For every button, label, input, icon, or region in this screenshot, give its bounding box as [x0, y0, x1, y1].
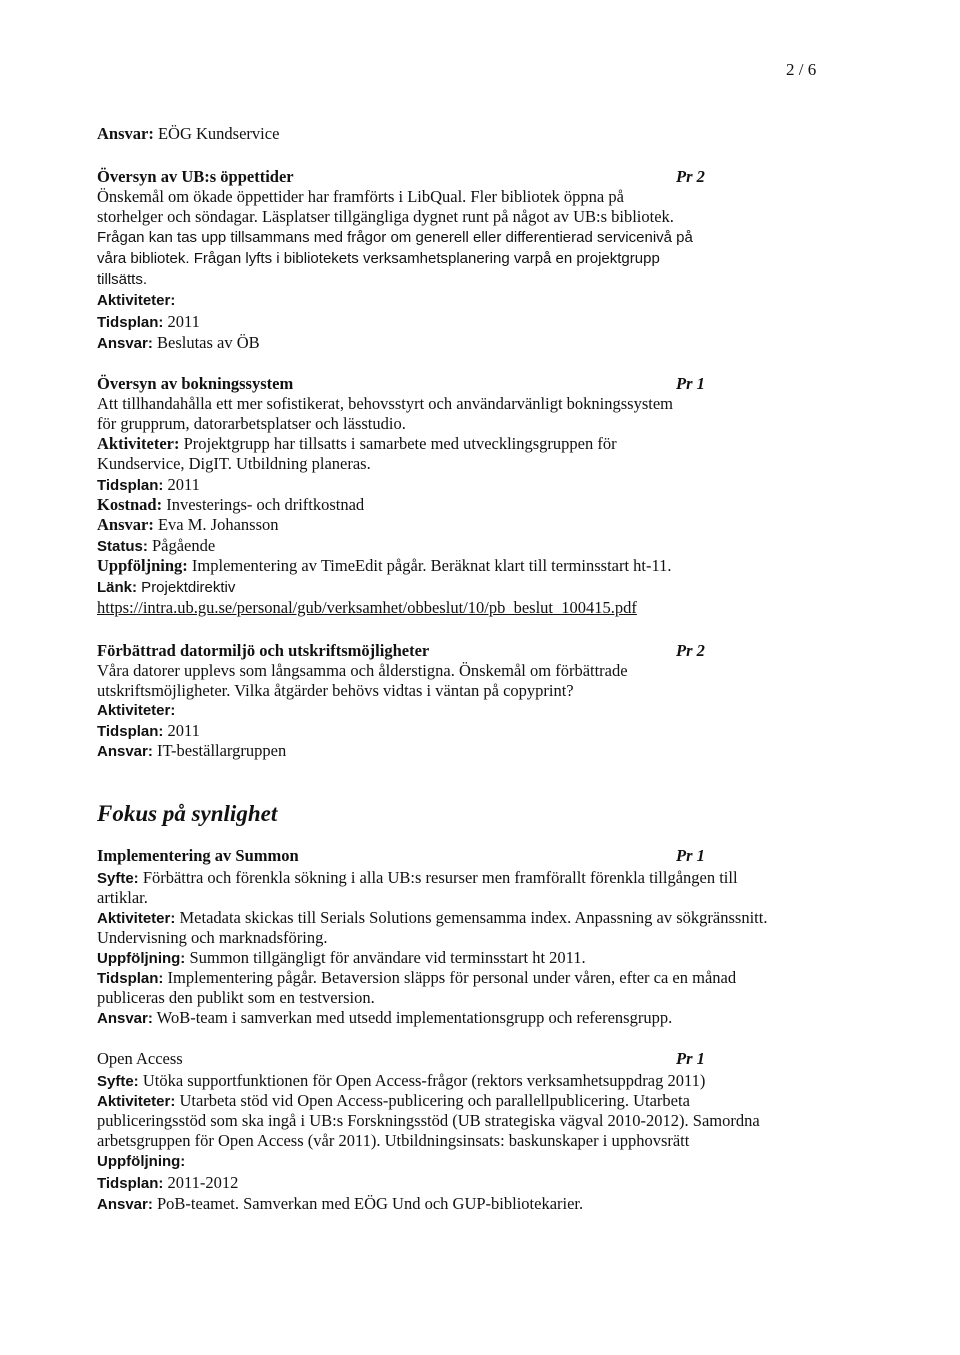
page-number: 2 / 6: [786, 60, 817, 79]
fokus-heading: Fokus på synlighet: [97, 801, 278, 826]
s2-lank: Länk: Projektdirektiv: [97, 579, 236, 596]
s2-priority: Pr 1: [676, 374, 705, 393]
s1-line-2: storhelger och söndagar. Läsplatser tillgängliga dygnet runt på något av UB:s bibliotek.: [97, 207, 674, 226]
s5-uppfoljning-label: Uppföljning:: [97, 1153, 186, 1170]
s2-aktiviteter-cont: Kundservice, DigIT. Utbildning planeras.: [97, 454, 371, 473]
s2-status: Status: Pågående: [97, 536, 216, 555]
s4-ansvar: Ansvar: WoB-team i samverkan med utsedd implementationsgrupp och referensgrupp.: [97, 1008, 673, 1027]
s1-priority: Pr 2: [676, 167, 705, 186]
s2-aktiviteter: Aktiviteter: Projektgrupp har tillsatts i samarbete med utvecklingsgruppen för: [97, 434, 617, 453]
ansvar-value: EÖG Kundservice: [153, 124, 280, 143]
s1-title: Översyn av UB:s öppettider: [97, 167, 294, 186]
projektdirektiv-link[interactable]: https://intra.ub.gu.se/personal/gub/verksamhet/obbeslut/10/pb_beslut_100415.pdf: [97, 598, 637, 617]
s2-title: Översyn av bokningssystem: [97, 374, 294, 393]
s2-kostnad: Kostnad: Investerings- och driftkostnad: [97, 495, 365, 514]
s1-tidsplan: Tidsplan: 2011: [97, 312, 200, 331]
s3-line-2: utskriftsmöjligheter. Vilka åtgärder behövs vidtas i väntan på copyprint?: [97, 681, 574, 700]
s5-tidsplan: Tidsplan: 2011-2012: [97, 1173, 239, 1192]
s5-ansvar: Ansvar: PoB-teamet. Samverkan med EÖG Und och GUP-bibliotekarier.: [97, 1194, 584, 1213]
s1-aktiviteter-label: Aktiviteter:: [97, 292, 176, 309]
s3-title: Förbättrad datormiljö och utskriftsmöjligheter: [97, 641, 430, 660]
s4-title: Implementering av Summon: [97, 846, 299, 865]
s5-priority: Pr 1: [676, 1049, 705, 1068]
s1-ansvar: Ansvar: Beslutas av ÖB: [97, 333, 260, 352]
s5-aktiviteter-cont-1: publiceringsstöd som ska ingå i UB:s Forskningsstöd (UB strategiska vägval 2010-2012). Samordna: [97, 1111, 760, 1130]
s2-tidsplan: Tidsplan: 2011: [97, 475, 200, 494]
s5-title: Open Access: [97, 1049, 183, 1068]
s3-line-1: Våra datorer upplevs som långsamma och ålderstigna. Önskemål om förbättrade: [97, 661, 628, 680]
s5-aktiviteter-cont-2: arbetsgruppen för Open Access (vår 2011). Utbildningsinsats: baskunskaper i upphovsrätt: [97, 1131, 690, 1150]
s2-ansvar: Ansvar: Eva M. Johansson: [97, 515, 279, 534]
s5-aktiviteter: Aktiviteter: Utarbeta stöd vid Open Access-publicering och parallellpublicering. Utarbeta: [97, 1091, 690, 1110]
s4-tidsplan-cont: publiceras den publikt som en testversion.: [97, 988, 375, 1007]
s5-syfte: Syfte: Utöka supportfunktionen för Open Access-frågor (rektors verksamhetsuppdrag 2011): [97, 1071, 706, 1090]
s3-priority: Pr 2: [676, 641, 705, 660]
s4-priority: Pr 1: [676, 846, 705, 865]
s4-aktiviteter-cont: Undervisning och marknadsföring.: [97, 928, 328, 947]
s2-uppfoljning: Uppföljning: Implementering av TimeEdit pågår. Beräknat klart till terminsstart ht-11.: [97, 556, 672, 575]
s2-line-1: Att tillhandahålla ett mer sofistikerat, behovsstyrt och användarvänligt bokningssystem: [97, 394, 674, 413]
s4-syfte-cont: artiklar.: [97, 888, 148, 907]
s3-tidsplan: Tidsplan: 2011: [97, 721, 200, 740]
s1-line-1: Önskemål om ökade öppettider har framförts i LibQual. Fler bibliotek öppna på: [97, 187, 624, 206]
s4-tidsplan: Tidsplan: Implementering pågår. Betaversion släpps för personal under våren, efter ca en månad: [97, 968, 737, 987]
ansvar-label: Ansvar:: [97, 124, 154, 143]
s1-line-5: tillsätts.: [97, 271, 148, 288]
s1-line-4: våra bibliotek. Frågan lyfts i bibliotekets verksamhetsplanering varpå en projektgrupp: [97, 250, 660, 267]
s2-line-2: för grupprum, datorarbetsplatser och lässtudio.: [97, 414, 406, 433]
s1-line-3: Frågan kan tas upp tillsammans med frågor om generell eller differentierad servicenivå på: [97, 229, 693, 246]
s4-aktiviteter: Aktiviteter: Metadata skickas till Serials Solutions gemensamma index. Anpassning av sökgränssnitt.: [97, 908, 768, 927]
s4-syfte: Syfte: Förbättra och förenkla sökning i alla UB:s resurser men framförallt förenkla tillgången till: [97, 868, 738, 887]
s3-ansvar: Ansvar: IT-beställargruppen: [97, 741, 287, 760]
s4-uppfoljning: Uppföljning: Summon tillgängligt för användare vid terminsstart ht 2011.: [97, 948, 586, 967]
ansvar-top: [97, 124, 279, 144]
s3-aktiviteter-label: Aktiviteter:: [97, 702, 176, 719]
